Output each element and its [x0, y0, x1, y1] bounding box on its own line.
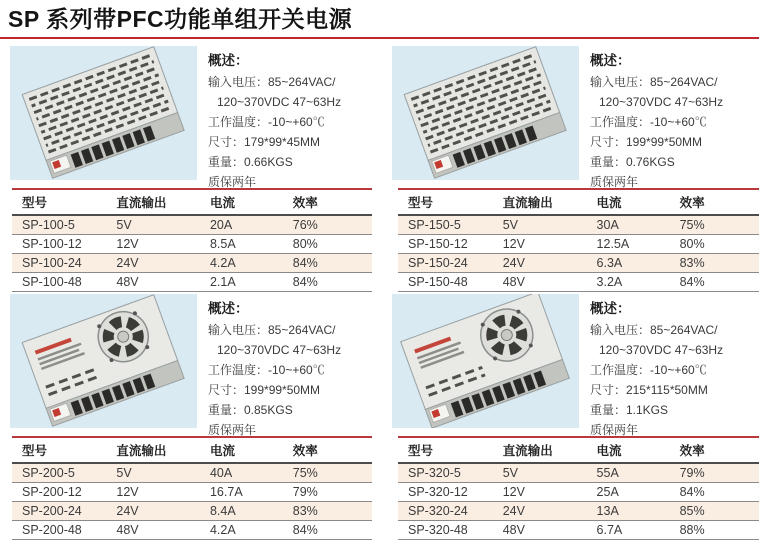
product-block-sp-320	[380, 292, 759, 540]
table-header-row	[12, 189, 372, 215]
spec-weight: 重量：0.66KGS	[208, 155, 293, 169]
cell-current: 4.2A	[210, 521, 293, 540]
cell-efficiency: 83%	[293, 502, 372, 521]
cell-dc-output: 24V	[116, 254, 210, 273]
col-header-efficiency: 效率	[680, 189, 759, 215]
cell-model: SP-200-24	[12, 502, 116, 521]
power-supply-fan-image	[10, 294, 197, 428]
spec-dimensions: 尺寸：179*99*45MM	[208, 135, 321, 149]
cell-dc-output: 5V	[116, 463, 210, 483]
spec-temperature: 工作温度：-10~+60℃	[590, 115, 707, 129]
cell-model: SP-200-48	[12, 521, 116, 540]
cell-dc-output: 5V	[503, 215, 597, 235]
cell-model: SP-150-24	[398, 254, 503, 273]
spec-input-voltage: 输入电压：85~264VAC/	[208, 75, 336, 89]
col-header-dc-output: 直流输出	[503, 437, 597, 463]
table-row	[12, 273, 372, 292]
col-header-current: 电流	[210, 189, 293, 215]
cell-efficiency: 79%	[293, 483, 372, 502]
overview-heading: 概述：	[590, 301, 631, 316]
cell-dc-output: 24V	[116, 502, 210, 521]
col-header-model: 型号	[398, 189, 503, 215]
table-row	[398, 521, 759, 540]
table-row	[12, 235, 372, 254]
col-header-model: 型号	[398, 437, 503, 463]
col-header-current: 电流	[597, 437, 680, 463]
table-header-row	[398, 437, 759, 463]
cell-model: SP-320-5	[398, 463, 503, 483]
power-supply-fan-image	[392, 294, 579, 428]
spec-weight: 重量：0.76KGS	[590, 155, 675, 169]
spec-input-voltage: 输入电压：85~264VAC/	[590, 323, 718, 337]
table-row	[12, 521, 372, 540]
cell-efficiency: 85%	[680, 502, 759, 521]
product-photo-sp-320	[392, 294, 579, 428]
col-header-efficiency: 效率	[293, 189, 372, 215]
table-row	[398, 235, 759, 254]
cell-current: 40A	[210, 463, 293, 483]
cell-efficiency: 84%	[680, 483, 759, 502]
cell-model: SP-200-12	[12, 483, 116, 502]
overview-heading: 概述：	[590, 53, 631, 68]
table-row	[12, 254, 372, 273]
table-row	[398, 215, 759, 235]
product-grid	[0, 44, 759, 540]
cell-current: 8.4A	[210, 502, 293, 521]
spec-input-voltage-2: 120~370VDC 47~63Hz	[217, 95, 342, 109]
spec-warranty: 质保两年	[590, 175, 639, 189]
cell-dc-output: 12V	[116, 483, 210, 502]
col-header-dc-output: 直流输出	[116, 189, 210, 215]
cell-current: 25A	[597, 483, 680, 502]
cell-dc-output: 24V	[503, 502, 597, 521]
spec-weight: 重量：0.85KGS	[208, 403, 293, 417]
col-header-dc-output: 直流输出	[116, 437, 210, 463]
cell-current: 12.5A	[597, 235, 680, 254]
cell-dc-output: 5V	[503, 463, 597, 483]
cell-model: SP-320-12	[398, 483, 503, 502]
cell-efficiency: 84%	[293, 254, 372, 273]
spec-input-voltage-2: 120~370VDC 47~63Hz	[217, 343, 342, 357]
cell-model: SP-100-5	[12, 215, 116, 235]
cell-dc-output: 48V	[116, 273, 210, 292]
table-row	[12, 502, 372, 521]
cell-model: SP-100-24	[12, 254, 116, 273]
cell-current: 8.5A	[210, 235, 293, 254]
cell-efficiency: 80%	[293, 235, 372, 254]
cell-efficiency: 88%	[680, 521, 759, 540]
table-header-row	[12, 437, 372, 463]
spec-weight: 重量：1.1KGS	[590, 403, 669, 417]
cell-model: SP-150-48	[398, 273, 503, 292]
col-header-model: 型号	[12, 189, 116, 215]
product-photo-sp-100	[10, 46, 197, 180]
table-row	[398, 273, 759, 292]
spec-warranty: 质保两年	[208, 423, 257, 437]
spec-dimensions: 尺寸：215*115*50MM	[590, 383, 708, 397]
table-row	[12, 215, 372, 235]
cell-efficiency: 84%	[293, 521, 372, 540]
product-photo-sp-200	[10, 294, 197, 428]
spec-input-voltage-2: 120~370VDC 47~63Hz	[599, 95, 724, 109]
cell-efficiency: 76%	[293, 215, 372, 235]
table-row	[398, 483, 759, 502]
spec-input-voltage: 输入电压：85~264VAC/	[208, 323, 336, 337]
cell-current: 13A	[597, 502, 680, 521]
cell-dc-output: 24V	[503, 254, 597, 273]
spec-table-sp-320	[398, 436, 759, 540]
overview-sp-320	[590, 294, 724, 437]
col-header-efficiency: 效率	[293, 437, 372, 463]
cell-efficiency: 84%	[293, 273, 372, 292]
table-row	[12, 483, 372, 502]
cell-dc-output: 48V	[503, 521, 597, 540]
cell-model: SP-150-5	[398, 215, 503, 235]
cell-model: SP-320-24	[398, 502, 503, 521]
page-title: SP 系列带PFC功能单组开关电源	[8, 6, 353, 32]
spec-table-sp-200	[12, 436, 372, 540]
table-row	[398, 254, 759, 273]
cell-model: SP-200-5	[12, 463, 116, 483]
cell-dc-output: 12V	[116, 235, 210, 254]
cell-efficiency: 75%	[293, 463, 372, 483]
col-header-current: 电流	[597, 189, 680, 215]
product-block-sp-200	[0, 292, 380, 540]
overview-sp-200	[208, 294, 342, 437]
cell-efficiency: 84%	[680, 273, 759, 292]
overview-heading: 概述：	[208, 53, 249, 68]
spec-warranty: 质保两年	[208, 175, 257, 189]
product-block-sp-100	[0, 44, 380, 292]
cell-dc-output: 48V	[503, 273, 597, 292]
spec-dimensions: 尺寸：199*99*50MM	[208, 383, 321, 397]
cell-current: 3.2A	[597, 273, 680, 292]
power-supply-vented-image	[10, 46, 197, 180]
col-header-dc-output: 直流输出	[503, 189, 597, 215]
title-underline	[0, 37, 759, 39]
cell-efficiency: 79%	[680, 463, 759, 483]
table-row	[398, 463, 759, 483]
spec-temperature: 工作温度：-10~+60℃	[208, 363, 325, 377]
col-header-current: 电流	[210, 437, 293, 463]
spec-input-voltage: 输入电压：85~264VAC/	[590, 75, 718, 89]
cell-current: 30A	[597, 215, 680, 235]
cell-dc-output: 12V	[503, 483, 597, 502]
cell-current: 6.3A	[597, 254, 680, 273]
overview-heading: 概述：	[208, 301, 249, 316]
overview-sp-100	[208, 46, 342, 189]
power-supply-vented-image	[392, 46, 579, 180]
spec-table-sp-100	[12, 188, 372, 292]
cell-current: 4.2A	[210, 254, 293, 273]
overview-sp-150	[590, 46, 724, 189]
cell-model: SP-100-12	[12, 235, 116, 254]
cell-current: 16.7A	[210, 483, 293, 502]
cell-model: SP-150-12	[398, 235, 503, 254]
table-row	[12, 463, 372, 483]
cell-model: SP-100-48	[12, 273, 116, 292]
cell-dc-output: 48V	[116, 521, 210, 540]
cell-current: 6.7A	[597, 521, 680, 540]
table-header-row	[398, 189, 759, 215]
product-photo-sp-150	[392, 46, 579, 180]
spec-table-sp-150	[398, 188, 759, 292]
cell-dc-output: 5V	[116, 215, 210, 235]
cell-efficiency: 80%	[680, 235, 759, 254]
spec-temperature: 工作温度：-10~+60℃	[208, 115, 325, 129]
cell-model: SP-320-48	[398, 521, 503, 540]
cell-current: 55A	[597, 463, 680, 483]
cell-dc-output: 12V	[503, 235, 597, 254]
col-header-efficiency: 效率	[680, 437, 759, 463]
spec-dimensions: 尺寸：199*99*50MM	[590, 135, 703, 149]
cell-current: 20A	[210, 215, 293, 235]
cell-current: 2.1A	[210, 273, 293, 292]
cell-efficiency: 75%	[680, 215, 759, 235]
col-header-model: 型号	[12, 437, 116, 463]
spec-temperature: 工作温度：-10~+60℃	[590, 363, 707, 377]
table-row	[398, 502, 759, 521]
cell-efficiency: 83%	[680, 254, 759, 273]
spec-warranty: 质保两年	[590, 423, 639, 437]
spec-input-voltage-2: 120~370VDC 47~63Hz	[599, 343, 724, 357]
product-block-sp-150	[380, 44, 759, 292]
